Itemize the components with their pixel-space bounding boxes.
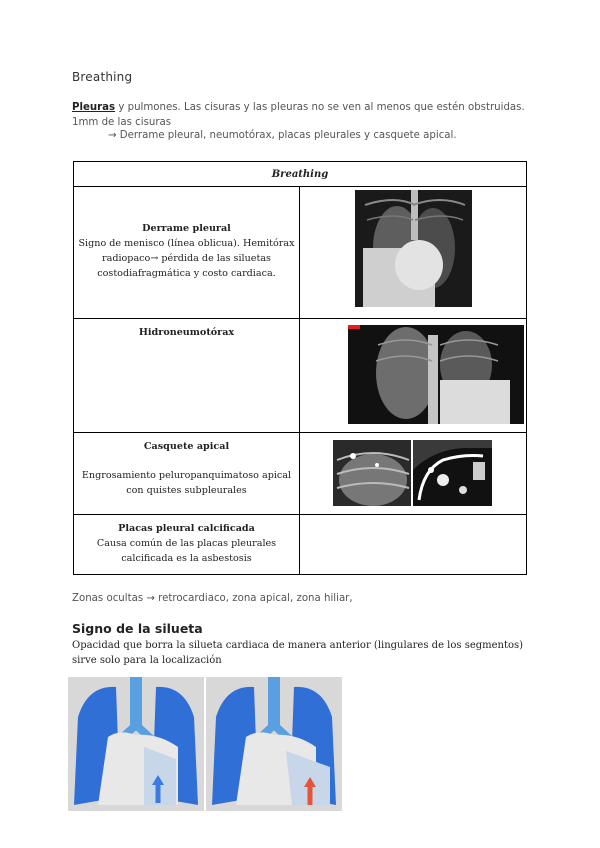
intro-paragraph xyxy=(72,100,542,130)
row-title: Placas pleural calcificada xyxy=(118,523,255,534)
row-text-cell xyxy=(74,187,300,319)
zonas-ocultas-text: Zonas ocultas → retrocardiaco, zona apical, zona hiliar, xyxy=(72,593,353,604)
row-image-cell xyxy=(300,187,527,319)
row-body: Causa común de las placas pleurales calcificada es la asbestosis xyxy=(96,538,277,564)
xray-hidroneumotorax-image xyxy=(300,319,526,431)
table-row xyxy=(74,187,527,319)
lung-illustration-right xyxy=(206,677,342,811)
table-row xyxy=(74,433,527,515)
section-heading-breathing: Breathing xyxy=(72,70,133,84)
row-title: Casquete apical xyxy=(143,441,230,452)
table-header: Breathing xyxy=(74,162,527,187)
xray-hidroneumotorax xyxy=(348,325,524,424)
xray-casquete-right xyxy=(413,440,492,506)
intro-arrow-line: → Derrame pleural, neumotórax, placas pleurales y casquete apical. xyxy=(108,130,457,141)
row-text-cell xyxy=(74,433,300,515)
row-body: Signo de menisco (línea oblicua). Hemitórax radiopaco→ pérdida de las siluetas costodiafragmática y costo cardiaca. xyxy=(78,238,295,279)
xray-casquete-image xyxy=(300,433,526,513)
table-row xyxy=(74,319,527,433)
row-image-cell-empty xyxy=(300,515,527,575)
breathing-table xyxy=(73,161,527,575)
row-text-cell xyxy=(74,515,300,575)
row-title: Derrame pleural xyxy=(142,223,231,234)
lung-illustration-left xyxy=(68,677,204,811)
signo-description: Opacidad que borra la silueta cardiaca de manera anterior (lingulares de los segmentos) sirve solo para la localización xyxy=(72,640,524,666)
xray-derrame xyxy=(355,190,472,307)
pleuras-term: Pleuras xyxy=(72,102,116,113)
section-heading-signo: Signo de la silueta xyxy=(72,621,203,636)
xray-derrame-image xyxy=(300,187,526,317)
row-image-cell xyxy=(300,319,527,433)
table-row xyxy=(74,515,527,575)
row-body: Engrosamiento peluropanquimatoso apical con quistes subpleurales xyxy=(81,470,292,496)
row-text-cell xyxy=(74,319,300,433)
row-title: Hidroneumotórax xyxy=(138,327,235,338)
row-image-cell xyxy=(300,433,527,515)
xray-casquete-left xyxy=(333,440,411,506)
intro-text: y pulmones. Las cisuras y las pleuras no se ven al menos que estén obstruidas. 1mm de las cisuras xyxy=(72,102,525,128)
